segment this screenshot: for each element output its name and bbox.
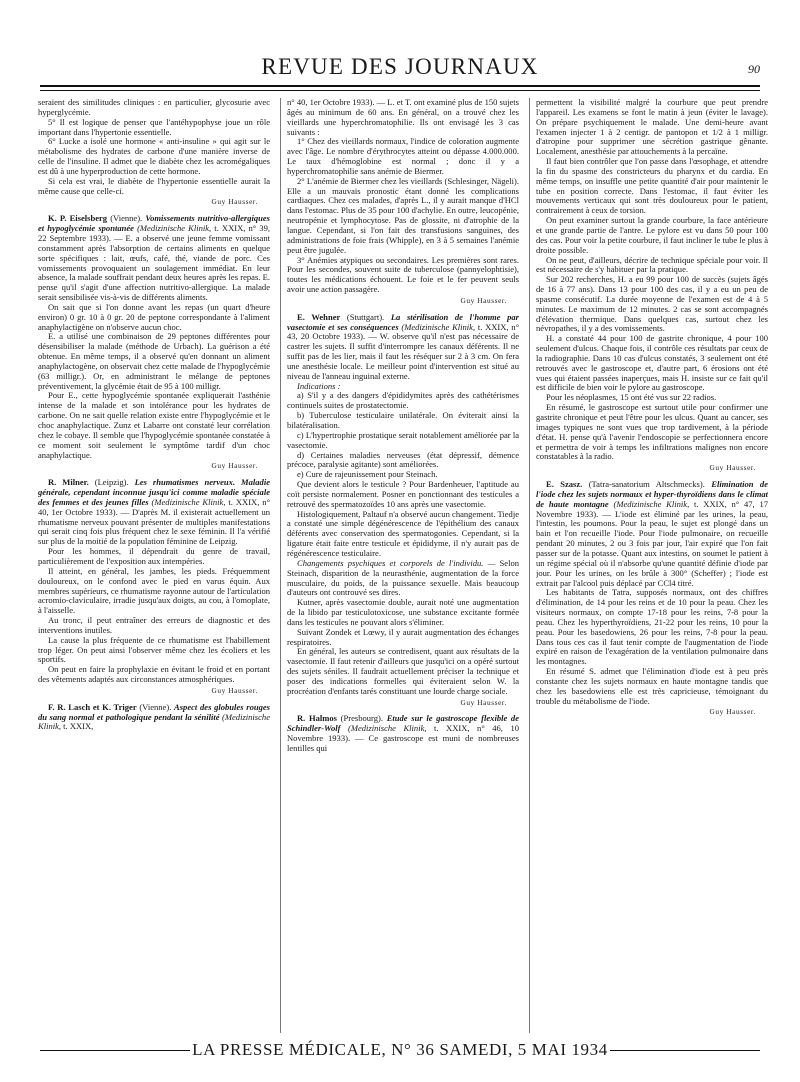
article-title: La stérilisation de l'homme par vasectomie et ses conséquences [287,311,519,332]
article-author: E. Wehner [297,311,341,322]
article-place: (Vienne). [107,213,146,224]
paragraph: On peut en faire la prophylaxie en évitant le froid et en portant des vêtements adaptés aux circonstances atmosphériques. [38,664,270,685]
article-body: t. XXIX, [61,721,94,732]
author-signature: Guy Hausser. [211,197,258,207]
article-place: (Leipzig). [88,477,135,488]
paragraph: 6° Lucke a isolé une hormone « anti-insuline » qui agit sur le métabolisme des hydrates de carbone d'une manière inverse de celle de l'insuline. Il admet que le diabète chez les acromégaliques est dû à une hyperproduction de cette hormone. [38,136,270,176]
article-place: (Stuttgart). [340,311,391,322]
article-author: R. Milner. [48,477,89,488]
article-title: Les rhumatismes nerveux. Maladie générale, cependant inconnue jusqu'ici comme maladie spéciale des femmes et des jeunes filles [38,477,270,507]
paragraph: En résumé S. admet que l'élimination d'iode est à peu près constante chez les sujets normaux en haute montagne tandis que chez les basedowiens elle est très capricieuse, témoignant du trouble du métabolisme de l'iode. [536,666,768,706]
paragraph: permettent la visibilité malgré la courbure que peut prendre l'appareil. Les examens se font le matin à jeun (éviter le lavage). On prépare psychiquement le malade. Une demi-heure avant l'examen injecter 1 à 2 centigr. de pantopon et 1/2 à 1 milligr. d'atropine pour supprimer une sécrétion gastrique gênante. Localement, anesthésie par attouchements à la percaïne. [536,98,768,157]
paragraph: Histologiquement, Paltauf n'a observé aucun changement. Tiedje a constaté une simple dégénérescence de l'épithélium des canaux déférents avec conservation des spermatogonies. Cependant, si la ligature était faite entre testicule et épididyme, il n'y aurait pas de régénérescence testiculaire. [287,508,519,558]
article-abstract [38,703,270,733]
article-author: K. P. Eiselsberg [48,213,108,224]
paragraph: 1° Chez des vieillards normaux, l'indice de coloration augmente avec l'âge. Le nombre d'érythrocytes atteint ou dépasse 4.000.000. Le taux d'hémoglobine est normal ; donc il y a hyperchromatophilie sans anémie de Biermer. [287,136,519,176]
paragraph: On sait que si l'on donne avant les repas (un quart d'heure environ) 0 gr. 10 à 0 gr. 20 de peptone correspondante à l'aliment anaphylactigène on n'observe aucun choc. [38,301,270,332]
paragraph: En général, les auteurs se contredisent, quant aux résultats de la vasectomie. Il faut retenir d'ailleurs que jusqu'ici on a opéré surtout des sujets séniles. Il faudrait actuellement préciser la technique et poser des indications formelles qui éviteraient selon W. la procréation d'enfants tarés constituant une lourde charge sociale. [287,646,519,696]
column-2 [287,98,519,1033]
article-title: Etude sur le gastroscope flexible de Schindler-Wolf [287,713,519,734]
article-abstract [287,714,519,753]
article-body: t. XXIX, n° 39, 22 Septembre 1933). — E. a observé une jeune femme vomissant constamment après l'absorption de certains aliments en quelque sorte spécifiques : lait, œufs, café, thé, viande de porc. Ces vomissements provoquaient un soulagement immédiat. En leur absence, la malade souffrait pendant deux heures après les repas. E. pense qu'il s'agit d'une affection nutritivo-allergique. La malade serait sensibilisée vis-à-vis de différents aliments. [38,223,270,303]
paragraph: La cause la plus fréquente de ce rhumatisme est l'habillement trop léger. On peut ainsi l'observer même chez les écoliers et les sportifs. [38,634,270,665]
paragraph: Pour les néoplasmes, 15 ont été vus sur 22 radios. [546,392,717,403]
header-rule [40,85,760,87]
author-signature: Guy Hausser. [709,463,756,473]
page-number: 90 [748,62,760,76]
article-title: Elimination de l'iode chez les sujets normaux et hyper-thyroïdiens dans le climat de haute montagne [536,479,768,509]
paragraph: 2° L'anémie de Biermer chez les vieillards (Schlesinger, Nägeli). Elle a un mauvais pronostic étant donné les complications cardiaques. Chez ces malades, d'après L., il y aurait manque d'HCl dans l'estomac. Plus de 35 pour 100 d'achylie. En outre, leucopénie, neutropénie et lymphocytose. Pas de glossite, ni d'atrophie de la langue. Cependant, si l'on fait des transfusions sanguines, des administrations de foie frais (Whipple), en 3 à 5 semaines l'anémie peut être jugulée. [287,175,519,255]
article-author: E. Szasz. [546,479,583,490]
paragraph: On peut examiner surtout la grande courbure, la face antérieure et une grande partie de l'antre. Le pylore est vu dans 50 pour 100 des cas. Pour voir la petite courbure, il faut incliner le tube le plus à droite possible. [536,215,768,255]
article-place: (Presbourg). [337,713,387,724]
paragraph: c) L'hypertrophie prostatique serait notablement améliorée par la vasectomie. [287,429,519,450]
running-header [40,48,760,82]
paragraph: Suivant Zondek et Lœwy, il y aurait augmentation des échanges respiratoires. [287,626,519,647]
subheading: Changements psychiques et corporels de l'individu. — [297,557,496,568]
author-signature: Guy Hausser. [211,685,258,695]
paragraph: Au tronc, il peut entraîner des erreurs de diagnostic et des interventions inutiles. [38,615,270,635]
page-footer [40,1040,760,1062]
column-3 [536,98,768,1033]
article-body: t. XXIX, n° 43, 20 Octobre 1933). — W. observe qu'il n'est pas nécessaire de castrer les sujets. Il suffit d'interrompre les canaux déférents. Il ne suffit pas de les lier, mais il faut les réséquer sur 2 à 3 cm. On fera une anesthésie locale. Le meilleur point d'intervention est situé au niveau de l'anneau inguinal externe. [287,321,519,381]
paragraph: d) Certaines maladies nerveuses (état dépressif, démence précoce, paralysie agitante) sont améliorées. [287,449,519,470]
article-body: t. XXIX, n° 40, 1er Octobre 1933). — D'après M. il existerait actuellement un rhumatisme nerveux pouvant présenter de multiples manifestations qui serait cinq fois plus fréquent chez le sexe féminin. Il l'a vérifié sur plus de la moitié de la population féminine de Leipzig. [38,496,270,547]
paragraph-text: Selon Steinach, disparition de la neurasthénie, augmentation de la force musculaire, du poids, de la puissance sexuelle. Mais beaucoup d'auteurs ont controuvé ses dires. [287,557,519,598]
paragraph: Kutner, après vasectomie double, aurait noté une augmentation de la libido par testiculotoxicose, une substance excitante formée dans les testicules ne pouvant alors s'éliminer. [287,597,519,627]
paragraph: Il atteint, en général, les jambes, les pieds. Fréquemment douloureux, on le confond avec le pied en varus équin. Aux membres supérieurs, ce rhumatisme rayonne autour de l'articulation acromio-claviculaire, irradie jusqu'aux doigts, au cou, à l'omoplate, à l'aisselle. [38,565,270,616]
article-title: Vomissements nutritivo-allergiques et hypoglycémie spontanée [38,213,270,234]
article-reference: (Medizinische Klinik, [398,321,476,332]
paragraph: 5° Il est logique de penser que l'antéhypophyse joue un rôle important dans l'hypertonie essentielle. [38,116,270,137]
article-reference: (Medizinische Klinik, [38,711,270,732]
paragraph: Les habitants de Tatra, supposés normaux, ont des chiffres d'élimination, de 14 pour les reins et de 10 pour la peau. Chez les visiteurs normaux, on compte 17-18 pour les reins, 7-8 pour la peau. Chez les hyperthyroïdiens, 21-22 pour les reins, 10 pour la peau. Pour les basedowiens, 26 pour les reins, 7-8 pour la peau. Dans tous ces cas il faut tenir compte de l'augmentation de l'iode expiré en raison de l'exagération de la ventilation pulmonaire dans les montagnes. [536,587,768,667]
paragraph: On ne peut, d'ailleurs, décrire de technique spéciale pour voir. Il est nécessaire de s'y habituer par la pratique. [536,254,768,275]
paragraph: Pour les hommes, il dépendrait du genre de travail, particulièrement de l'exposition aux intempéries. [38,546,270,566]
article-body: t. XXIX, n° 46, 10 Novembre 1933). — Ce gastroscope est muni de nombreuses lentilles qui [287,723,519,753]
article-reference: (Medizinische Klinik, [608,498,690,509]
paragraph: Sur 202 recherches, H. a eu 99 pour 100 de succès (sujets âgés de 16 à 77 ans). Dans 13 pour 100 des cas, il y a eu un peu de spasme consécutif. La durée moyenne de l'examen est de 4 à 5 minutes. Le maximum de 12 minutes. 2 cas se sont accompagnés d'élévation thermique. Dans quelques cas, surtout chez les névropathes, il y a des vomissements. [536,274,768,334]
article-title: Aspect des globules rouges du sang normal et pathologique pendant la sénilité [38,701,270,722]
column-1 [38,98,270,1033]
paragraph: seraient des similitudes cliniques : en particulier, glycosurie avec hyperglycémie. [38,98,270,117]
article-place: (Vienne). [136,701,175,712]
paragraph: e) Cure de rajeunissement pour Steinach. [297,469,438,480]
article-reference: (Medizinische Klinik, [133,223,212,234]
paragraph: b) Tuberculose testiculaire unilatérale. On éviterait ainsi la bilatéralisation. [287,410,519,430]
article-body: t. XXIX, n° 47, 17 Novembre 1933). — L'iode est éliminé par les urines, la peau, l'intestin, les poumons. Pour la peau, le sujet est plongé dans un bain et l'on recueille l'iode. Pour l'iode pulmonaire, on recueille pendant 20 minutes, 2 ou 3 fois par jour, l'air expiré que l'on fait passer sur de la potasse. Quant aux intestins, on soumet le patient à un régime spécial où il n'absorbe qu'une quantité définie d'iode par jour. Pour les urines, on les brûle à 300° (Scheffer) ; l'iode est extrait par l'alcool puis déplacé par CCl4 titré. [536,498,768,588]
article-abstract [38,214,270,303]
article-place: (Tatra-sanatorium Altschmecks). [582,479,712,490]
paragraph: Si cela est vrai, le diabète de l'hypertonie essentielle aurait la même cause que celle-ci. [38,175,270,196]
article-author: R. Halmos [297,713,337,724]
paragraph: H. a constaté 44 pour 100 de gastrite chronique, 4 pour 100 seulement d'ulcus. Chaque fois, il contrôle ces résultats par ceux de la radiographie. Dans 10 cas d'ulcus constatés, 3 seulement ont été retrouvés avec le gastroscope et, d'autre part, 6 érosions ont été vues qui étaient passées inaperçues, mais H. insiste sur ce fait qu'il est difficile de bien voir le pylore au gastroscope. [536,333,768,393]
article-abstract [536,480,768,588]
paragraph: n° 40, 1er Octobre 1933). — L. et T. ont examiné plus de 150 sujets âgés au minimum de 60 ans. En général, on a trouvé chez les vieillards une hyperchromatophilie. Ils ont envisagé les 3 cas suivants : [287,98,519,137]
paragraph: a) S'il y a des dangers d'épididymites après des cathétérismes continuels suites de prostatectomie. [287,390,519,411]
author-signature: Guy Hausser. [460,697,507,707]
author-signature: Guy Hausser. [709,707,756,717]
journal-section-title: REVUE DES JOURNAUX [261,54,539,79]
article-reference: (Medizinische Klinik, [148,496,226,507]
author-signature: Guy Hausser. [460,295,507,305]
article-columns [38,98,768,1033]
subheading-paragraph [287,559,519,598]
header-rule-thin [40,90,760,91]
paragraph: En résumé, le gastroscope est surtout utile pour confirmer une gastrite chronique et peut l'être pour les ulcus. Quant au cancer, ses images typiques ne sont vues que trop tardivement, à la période d'état. H. pense qu'à l'avenir l'endoscopie se perfectionnera encore et permettra de voir à temps les infiltrations malignes non encore constatables à la radio. [536,402,768,462]
article-abstract [38,478,270,547]
article-abstract [287,313,519,382]
paragraph: 3° Anémies atypiques ou secondaires. Les premières sont rares. Pour les secondes, souvent suite de tuberculose (pannyelophtisie), toutes les médications échouent. Le foie et le fer peuvent seuls avoir une action passagère. [287,254,519,295]
article-reference: (Medizinische Klinik, [340,723,427,734]
article-author: F. R. Lasch et K. Triger [48,701,137,712]
paragraph: E. a utilisé une combinaison de 29 peptones différentes pour désensibiliser la malade (méthode de Urbach). La guérison a été obtenue. En même temps, il a observé qu'en donnant un aliment anaphylactogène, on observait chez cette malade de l'hypoglycémie (63 milligr.). Or, en administrant le mélange de peptones préventivement, la glycémie était de 95 à 100 milligr. [38,331,270,391]
subheading: Indications : [297,380,341,391]
footer-publication: LA PRESSE MÉDICALE, N° 36 SAMEDI, 5 MAI 1934 [192,1040,608,1059]
paragraph: Que devient alors le testicule ? Pour Bardenheuer, l'aptitude au coït persiste normalement. Posner en ponctionnant des testicules a retrouvé des spermatozoïdes 10 ans après une vasectomie. [287,479,519,509]
paragraph: Il faut bien contrôler que l'on passe dans l'œsophage, et attendre la fin du spasme des constricteurs du pharynx et du cardia. En même temps, on insuffle une petite quantité d'air pour maintenir le tube en position correcte. Dans l'estomac, il faut éviter les mouvements verticaux qui sont très douloureux pour le patient, contrairement à ceux de torsion. [536,156,768,216]
author-signature: Guy Hausser. [211,461,258,471]
paragraph: Pour E., cette hypoglycémie spontanée expliquerait l'asthénie intense de la malade et son intolérance pour les hydrates de carbone. On ne sait quelle relation existe entre l'hypoglycémie et le choc anaphylactique. Zunz et Labarre ont constaté leur corrélation chez le cobaye. Il semble que l'hypoglycémie spontanée constatée à ce moment soit seulement le symptôme tardif d'un choc anaphylactique. [38,390,270,460]
